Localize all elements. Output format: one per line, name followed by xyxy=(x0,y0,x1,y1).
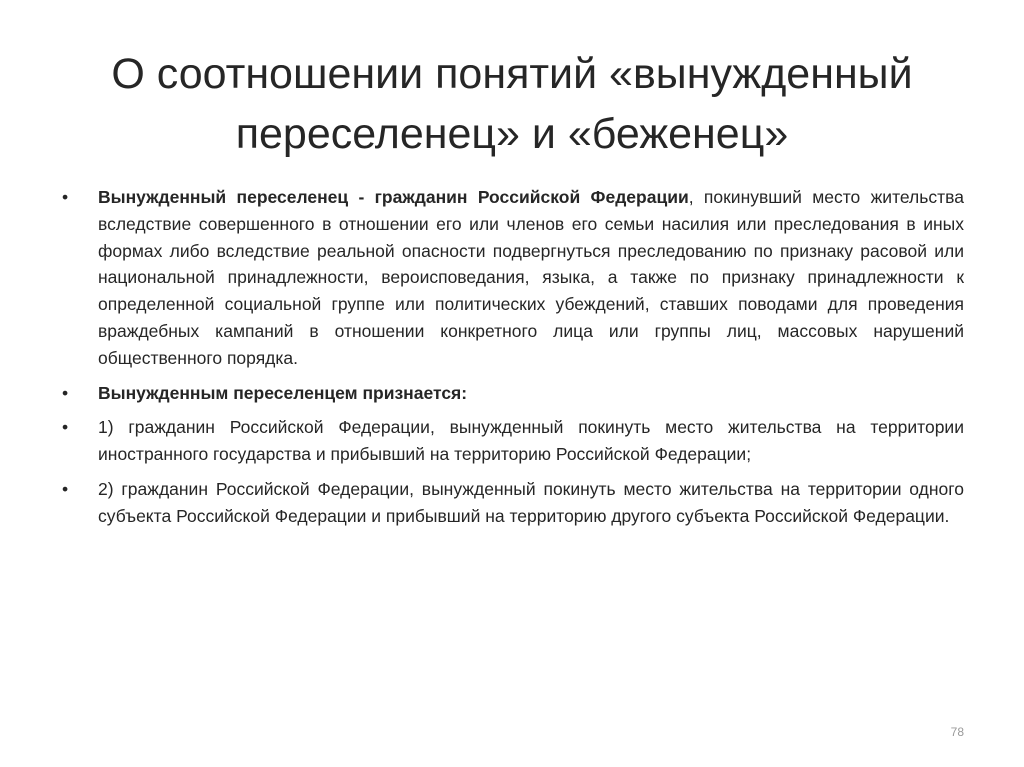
recognized-heading: Вынужденным переселенцем признается: xyxy=(98,382,468,403)
subject-label: гражданин Российской Федерации xyxy=(374,187,689,207)
criterion-text: 1) гражданин Российской Федерации, вынужденный покинуть место жительства на территории иностранного государства и прибывший на территорию Российской Федерации; xyxy=(98,417,964,465)
page-number: 78 xyxy=(950,725,964,739)
term-label: Вынужденный переселенец xyxy=(98,187,349,207)
definition-text: , покинувший место жительства вследствие совершенного в отношении его или членов его семьи насилия или преследования в иных формах либо вследствие реальной опасности подвергнуться преследованию по признаку расовой или национальной принадлежности, вероисповедания, языка, а также по признаку принадлежности к определенной социальной группе или политических убеждений, ставших поводами для проведения враждебных кампаний в отношении конкретного лица или группы лиц, массовых нарушений общественного порядка. xyxy=(98,187,964,368)
criterion-bullet-2 xyxy=(62,476,964,530)
term-dash: - xyxy=(348,187,375,207)
bullet-marker: • xyxy=(62,478,69,499)
bullet-list xyxy=(62,184,964,538)
criterion-bullet-1 xyxy=(62,414,964,468)
bullet-marker: • xyxy=(62,382,69,403)
bullet-marker: • xyxy=(62,417,69,438)
bullet-marker: • xyxy=(62,187,69,207)
criterion-text: 2) гражданин Российской Федерации, вынужденный покинуть место жительства на территории одного субъекта Российской Федерации и прибывший на территорию другого субъекта Российской Федерации. xyxy=(98,478,964,526)
recognized-heading-bullet xyxy=(62,380,964,407)
definition-bullet xyxy=(62,184,964,372)
slide-title: О соотношении понятий «вынужденный переселенец» и «беженец» xyxy=(111,50,913,158)
